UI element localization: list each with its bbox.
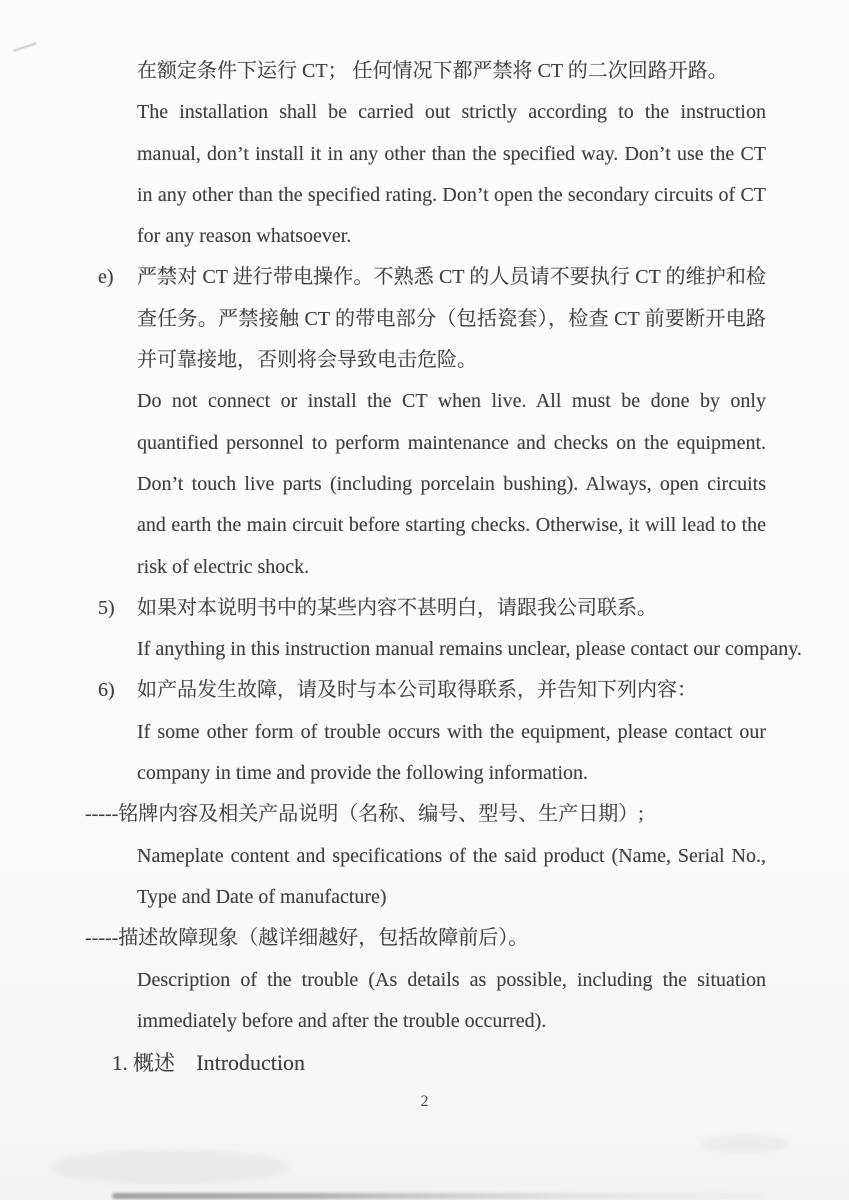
list-item-6-zh: 如产品发生故障，请及时与本公司取得联系，并告知下列内容：	[137, 679, 697, 702]
section-heading	[98, 1042, 766, 1084]
section-heading-zh: 概述	[133, 1051, 175, 1076]
dash-item-nameplate-zh: -----铭牌内容及相关产品说明（名称、编号、型号、生产日期）;	[85, 803, 644, 826]
dash-item-nameplate-en: Nameplate content and specifications of the said product (Name, Serial No., Type and Date of manufacture)	[137, 844, 766, 908]
section-heading-number: 1.	[112, 1051, 128, 1076]
list-item-5	[98, 588, 766, 629]
scan-artifact-bottom-streak	[112, 1193, 763, 1199]
list-item-6-marker: 6)	[98, 679, 115, 702]
installation-instruction-en: The installation shall be carried out strictly according to the instruction manual, don’t install it in any other than the specified way. Don’t use the CT in any other than the specified rating. Don’t open the secondary circuits of CT for any reason whatsoever.	[137, 101, 766, 248]
page-content	[85, 51, 802, 1084]
dash-item-trouble-zh: -----描述故障现象（越详细越好，包括故障前后）。	[85, 927, 529, 950]
scan-artifact-smudge	[700, 1135, 790, 1153]
list-item-5-zh: 如果对本说明书中的某些内容不甚明白，请跟我公司联系。	[137, 596, 657, 619]
list-item-5-en: If anything in this instruction manual remains unclear, please contact our company.	[137, 638, 802, 661]
section-heading-en: Introduction	[196, 1050, 306, 1076]
list-item-e-zh: 严禁对 CT 进行带电操作。不熟悉 CT 的人员请不要执行 CT 的维护和检查任务。严禁接触 CT 的带电部分（包括瓷套），检查 CT 前要断开电路并可靠接地，否则将会导致电击危险。	[137, 266, 766, 372]
list-item-6-en: If some other form of trouble occurs with the equipment, please contact our company in time and provide the following information.	[137, 720, 766, 785]
list-item-e-marker: e)	[98, 266, 114, 289]
dash-item-trouble-en: Description of the trouble (As details as possible, including the situation immediately before and after the trouble occurred).	[137, 968, 766, 1032]
list-item-e-en: Do not connect or install the CT when live. All must be done by only quantified personnel to perform maintenance and checks on the equipment. Don’t touch live parts (including porcelain bushing). Always, open circuits and earth the main circuit before starting checks. Otherwise, it will lead to the risk of electric shock.	[137, 390, 766, 578]
rated-operation-zh: 在额定条件下运行 CT； 任何情况下都严禁将 CT 的二次回路开路。	[137, 60, 728, 82]
list-item-6	[98, 670, 766, 711]
page-number: 2	[420, 1093, 429, 1110]
scan-artifact-corner-mark	[13, 42, 36, 51]
scan-artifact-smudge	[50, 1150, 290, 1184]
list-item-5-marker: 5)	[98, 596, 115, 619]
list-item-e	[98, 257, 766, 381]
